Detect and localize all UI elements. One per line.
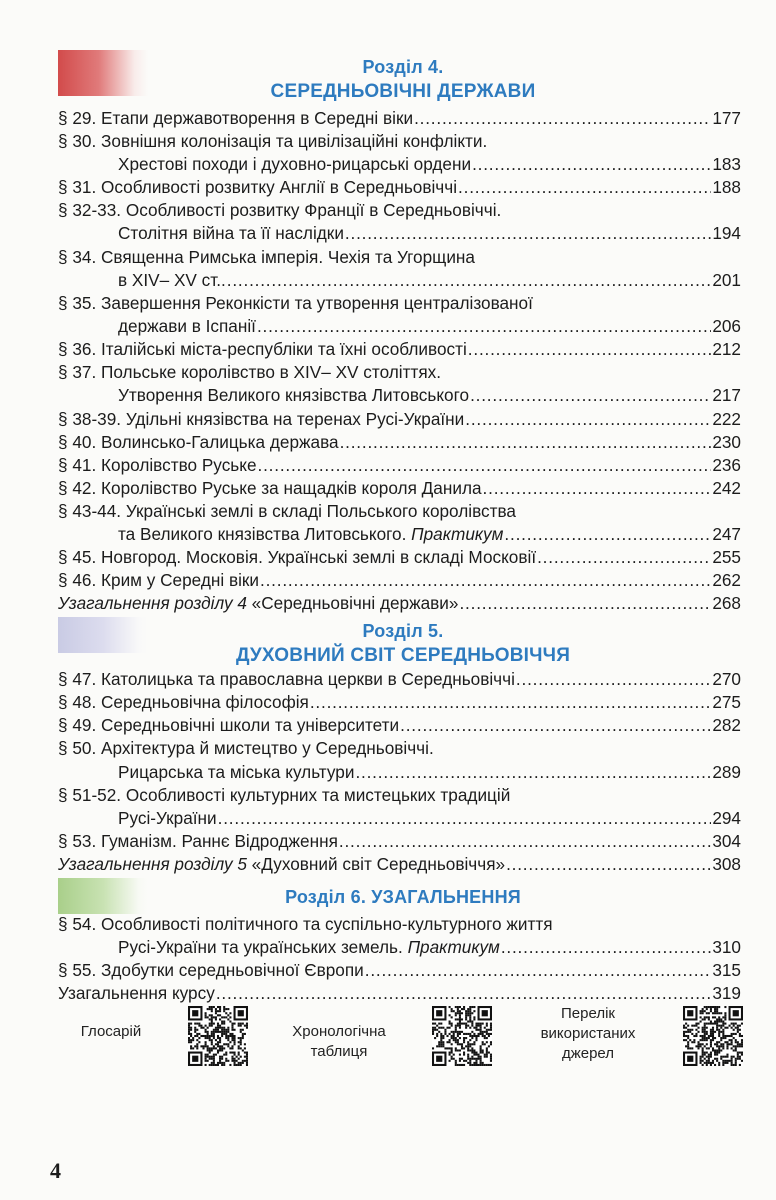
leader-dots — [465, 408, 711, 431]
leader-dots — [501, 936, 711, 959]
leader-dots — [458, 176, 711, 199]
toc-entry-51-52-cont[interactable]: Русі-України ..... 294 — [118, 807, 741, 830]
page-ref: 242 — [712, 478, 741, 498]
leader-dots — [504, 523, 711, 546]
toc-entry-38-39[interactable]: § 38-39. Удільні князівства на теренах Русі-України ..... 222 — [58, 408, 741, 431]
toc-entry-36[interactable]: § 36. Італійські міста-республіки та їхні особливості ..... 212 — [58, 338, 741, 361]
page-ref: 262 — [712, 570, 741, 590]
toc-entry-30[interactable]: § 30. Зовнішня колонізація та цивілізаційні конфлікти. — [58, 131, 488, 151]
toc-entry-29[interactable]: § 29. Етапи державотворення в Середні віки ..... 177 — [58, 107, 741, 130]
leader-dots — [472, 153, 711, 176]
qr-code-icon[interactable] — [683, 1006, 743, 1066]
section-4-heading — [58, 50, 748, 106]
toc-entry-40[interactable]: § 40. Волинсько-Галицька держава ..... 230 — [58, 431, 741, 454]
toc-entry-41[interactable]: § 41. Королівство Руське ..... 236 — [58, 454, 741, 477]
toc-entry-32-33[interactable]: § 32-33. Особливості розвитку Франції в Середньовіччі. — [58, 200, 502, 220]
toc-entry-30-cont[interactable]: Хрестові походи і духовно-рицарські ордени ..... 183 — [118, 153, 741, 176]
leader-dots — [345, 222, 711, 245]
section-5-heading — [58, 617, 748, 669]
toc-entry-43-44-cont[interactable]: та Великого князівства Литовського. Практикум ..... 247 — [118, 523, 741, 546]
section-4-label: Розділ 4. — [362, 57, 444, 77]
page-ref: 255 — [712, 547, 741, 567]
page-ref: 201 — [712, 270, 741, 290]
page-ref: 270 — [712, 669, 741, 689]
leader-dots — [339, 830, 711, 853]
leader-dots — [506, 853, 711, 876]
qr-code-icon[interactable] — [188, 1006, 248, 1066]
toc-entry-55[interactable]: § 55. Здобутки середньовічної Європи ..... 315 — [58, 959, 741, 982]
leader-dots — [470, 384, 711, 407]
toc-entry-35[interactable]: § 35. Завершення Реконкісти та утворення централізованої — [58, 293, 533, 313]
page-ref: 247 — [712, 524, 741, 544]
section-4-title: СЕРЕДНЬОВІЧНІ ДЕРЖАВИ — [270, 81, 536, 102]
page-ref: 275 — [712, 692, 741, 712]
leader-dots — [468, 338, 712, 361]
page-ref: 304 — [712, 831, 741, 851]
page-ref: 206 — [712, 316, 741, 336]
leader-dots — [355, 761, 711, 784]
page-ref: 315 — [712, 960, 741, 980]
leader-dots — [516, 668, 711, 691]
toc-entry-31[interactable]: § 31. Особливості розвитку Англії в Середньовіччі ..... 188 — [58, 176, 741, 199]
leader-dots — [537, 546, 711, 569]
qr-code-icon[interactable] — [432, 1006, 492, 1066]
page-ref: 319 — [712, 983, 741, 1003]
leader-dots — [340, 431, 712, 454]
toc-entry-53[interactable]: § 53. Гуманізм. Раннє Відродження ..... 304 — [58, 830, 741, 853]
page-ref: 212 — [712, 339, 741, 359]
leader-dots — [218, 807, 712, 830]
toc-entry-47[interactable]: § 47. Католицька та православна церкви в Середньовіччі ..... 270 — [58, 668, 741, 691]
page-ref: 183 — [712, 154, 741, 174]
toc-entry-37-cont[interactable]: Утворення Великого князівства Литовського ..... 217 — [118, 384, 741, 407]
page-ref: 222 — [712, 409, 741, 429]
leader-dots — [216, 982, 712, 1005]
leader-dots — [310, 691, 711, 714]
section-5-title: ДУХОВНИЙ СВІТ СЕРЕДНЬОВІЧЧЯ — [235, 645, 571, 666]
page-ref: 236 — [712, 455, 741, 475]
page-ref: 194 — [712, 223, 741, 243]
toc-entry-54[interactable]: § 54. Особливості політичного та суспільно-культурного життя — [58, 914, 553, 934]
leader-dots — [365, 959, 712, 982]
leader-dots — [260, 569, 711, 592]
glossary-label: Глосарій — [80, 1023, 142, 1040]
toc-entry-51-52[interactable]: § 51-52. Особливості культурних та мистецьких традицій — [58, 785, 511, 805]
toc-entry-32-33-cont[interactable]: Столітня війна та її наслідки ..... 194 — [118, 222, 741, 245]
toc-entry-54-cont[interactable]: Русі-України та українських земель. Практикум ..... 310 — [118, 936, 741, 959]
leader-dots — [459, 592, 711, 615]
page-ref: 282 — [712, 715, 741, 735]
leader-dots — [257, 315, 711, 338]
page-ref: 230 — [712, 432, 741, 452]
section-4-summary[interactable]: Узагальнення розділу 4 «Середньовічні держави» ..... 268 — [58, 592, 741, 615]
toc-entry-37[interactable]: § 37. Польське королівство в XIV– XV століттях. — [58, 362, 442, 382]
course-summary[interactable]: Узагальнення курсу ..... 319 — [58, 982, 741, 1005]
section-5-label: Розділ 5. — [362, 621, 444, 641]
page-ref: 310 — [712, 937, 741, 957]
toc-entry-50-cont[interactable]: Рицарська та міська культури ..... 289 — [118, 761, 741, 784]
toc-entry-34[interactable]: § 34. Священна Римська імперія. Чехія та Угорщина — [58, 247, 475, 267]
toc-entry-46[interactable]: § 46. Крим у Середні віки ..... 262 — [58, 569, 741, 592]
toc-entry-42[interactable]: § 42. Королівство Руське за нащадків короля Данила ..... 242 — [58, 477, 741, 500]
page-ref: 308 — [712, 854, 741, 874]
chronology-label: Хронологічна таблиця — [292, 1023, 386, 1060]
leader-dots — [258, 454, 712, 477]
toc-entry-34-cont[interactable]: в XIV– XV ст.. ..... 201 — [118, 269, 741, 292]
section-6-title: Розділ 6. УЗАГАЛЬНЕННЯ — [285, 887, 521, 907]
toc-entry-45[interactable]: § 45. Новгород. Московія. Українські землі в складі Московії ..... 255 — [58, 546, 741, 569]
page-ref: 294 — [712, 808, 741, 828]
sources-label: Перелік використаних джерел — [540, 1005, 636, 1062]
page-ref: 177 — [712, 108, 741, 128]
toc-entry-43-44[interactable]: § 43-44. Українські землі в складі Польського королівства — [58, 501, 516, 521]
section-5-summary[interactable]: Узагальнення розділу 5 «Духовний світ Середньовіччя» ..... 308 — [58, 853, 741, 876]
page-ref: 217 — [712, 385, 741, 405]
leader-dots — [414, 107, 711, 130]
leader-dots — [400, 714, 711, 737]
toc-entry-50[interactable]: § 50. Архітектура й мистецтво у Середньовіччі. — [58, 738, 434, 758]
leader-dots — [483, 477, 712, 500]
page-ref: 188 — [712, 177, 741, 197]
toc-entry-35-cont[interactable]: держави в Іспанії ..... 206 — [118, 315, 741, 338]
toc-entry-49[interactable]: § 49. Середньовічні школи та університети ..... 282 — [58, 714, 741, 737]
leader-dots — [227, 269, 712, 292]
page-ref: 268 — [712, 593, 741, 613]
page-number: 4 — [50, 1158, 61, 1183]
toc-entry-48[interactable]: § 48. Середньовічна філософія ..... 275 — [58, 691, 741, 714]
section-6-heading — [58, 878, 748, 912]
page-ref: 289 — [712, 762, 741, 782]
